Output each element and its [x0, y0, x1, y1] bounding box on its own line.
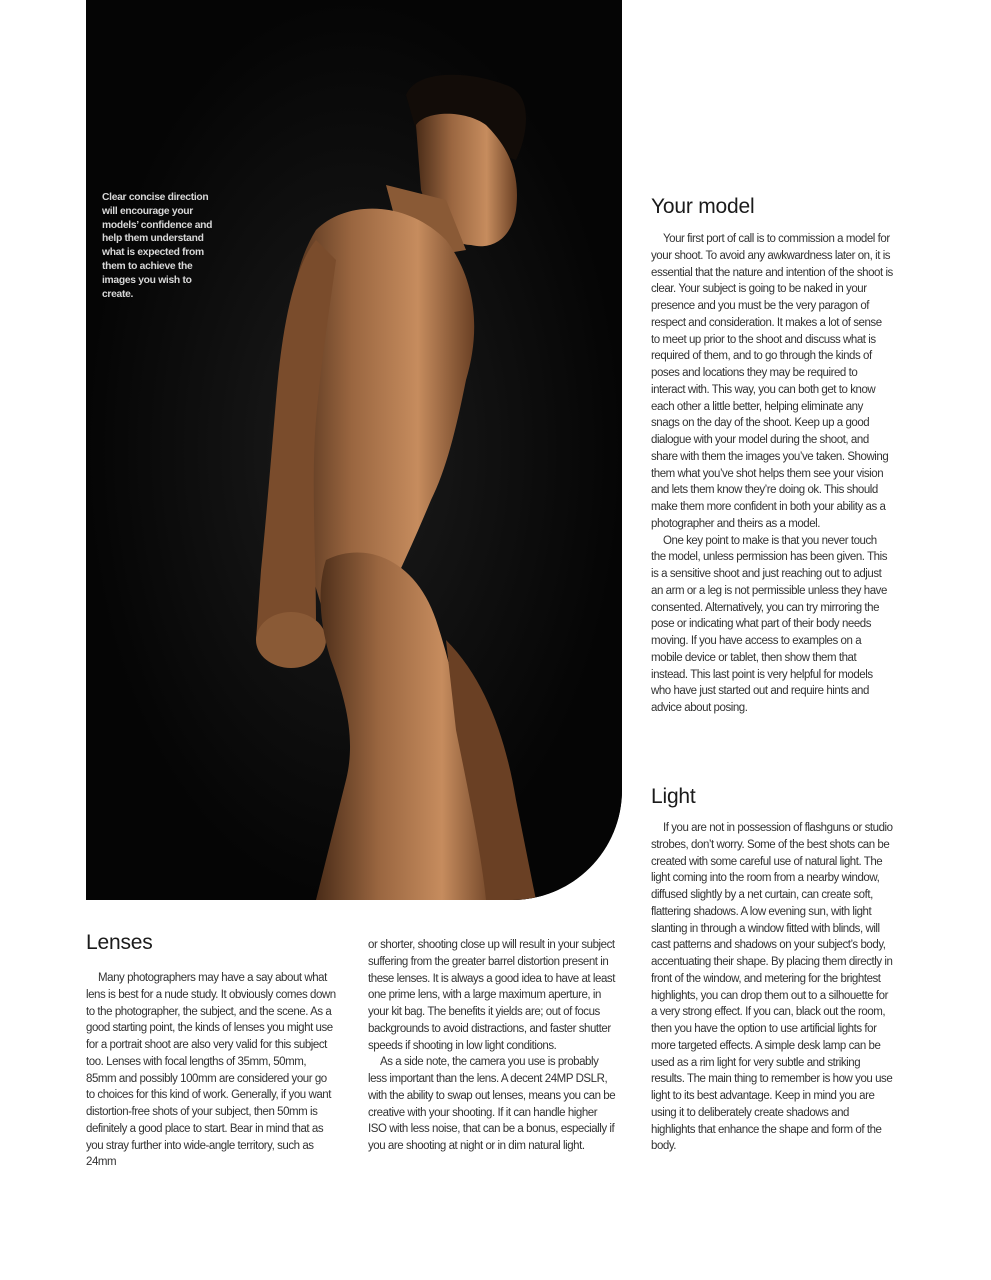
heading-your-model: Your model: [651, 195, 755, 218]
paragraph: One key point to make is that you never touch the model, unless permission has been given. This is a sensitive shoot and just reaching out to adjust an arm or a leg is not permissible unless they have consented. Alternatively, you can try mirroring the pose or indicating what part of their body needs moving. If you have access to examples on a mobile device or tablet, then show them that instead. This last point is very helpful for models who have just started out and require hints and advice about posing.: [651, 534, 887, 714]
paragraph: Your first port of call is to commission a model for your shoot. To avoid any awkwardness later on, it is essential that the nature and intention of the shoot is clear. Your subject is going to be naked in your presence and you must be the very paragon of respect and consideration. It makes a lot of sense to meet up prior to the shoot and discuss what is required of them, and to go through the kinds of poses and locations they may be required to interact with. This way, you can both get to know each other a little better, helping eliminate any snags on the day of the shoot. Keep up a good dialogue with your model during the shoot, and share with them the images you’ve taken. Showing them what you’ve shot helps them see your vision and lets them know they’re doing ok. This should make them more confident in both your ability as a photographer and theirs as a model.: [651, 233, 893, 530]
lenses-text-col2: [368, 937, 618, 1155]
heading-lenses: Lenses: [86, 931, 153, 954]
hands: [256, 612, 326, 668]
lenses-text-col1: [86, 970, 336, 1171]
paragraph: If you are not in possession of flashguns or studio strobes, don’t worry. Some of the best shots can be created with some careful use of natural light. The light coming into the room from a nearby window, diffused slightly by a net curtain, can create soft, flattering shadows. A low evening sun, with light slanting in through a window fitted with blinds, will cast patterns and shadows on your subject’s body, accentuating their shape. By placing them directly in front of the window, and metering for the brightest highlights, you can drop them out to a silhouette for a very strong effect. If you can, black out the room, then you have the option to use artificial lights for more targeted effects. A simple desk lamp can be used as a rim light for very subtle and striking results. The main thing to remember is how you use light to its best advantage. Keep in mind you are using it to deliberately create shadows and highlights that enhance the shape and form of the body.: [651, 822, 893, 1153]
heading-light: Light: [651, 785, 696, 808]
model-photo: [86, 0, 622, 900]
paragraph: or shorter, shooting close up will result in your subject suffering from the greater barrel distortion present in these lenses. It is always a good idea to have at least one prime lens, with a large maximum aperture, in your kit bag. The benefits it yields are; out of focus backgrounds to avoid distractions, and faster shutter speeds if shooting in low light conditions.: [368, 939, 615, 1052]
photo-caption: Clear concise direction will encourage your models’ confidence and help them understand what is expected from them to achieve the images you wish to create.: [102, 192, 213, 300]
paragraph: As a side note, the camera you use is probably less important than the lens. A decent 24MP DSLR, with the ability to swap out lenses, means you can be creative with your shooting. If it can handle higher ISO with less noise, that can be a bonus, especially if you are shooting at night or in dim natural light.: [368, 1056, 616, 1152]
your-model-text: [651, 231, 893, 717]
figure-illustration: [86, 0, 622, 900]
light-text: [651, 820, 893, 1155]
paragraph: Many photographers may have a say about what lens is best for a nude study. It obviously comes down to the photographer, the subject, and the scene. As a good starting point, the kinds of lenses you might use for a portrait shoot are also very valid for this subject too. Lenses with focal lengths of 35mm, 50mm, 85mm and possibly 100mm are considered your go to choices for this kind of work. Generally, if you want distortion-free shots of your subject, then 50mm is definitely a good place to start. Bear in mind that as you stray further into wide-angle territory, such as 24mm: [86, 972, 336, 1169]
